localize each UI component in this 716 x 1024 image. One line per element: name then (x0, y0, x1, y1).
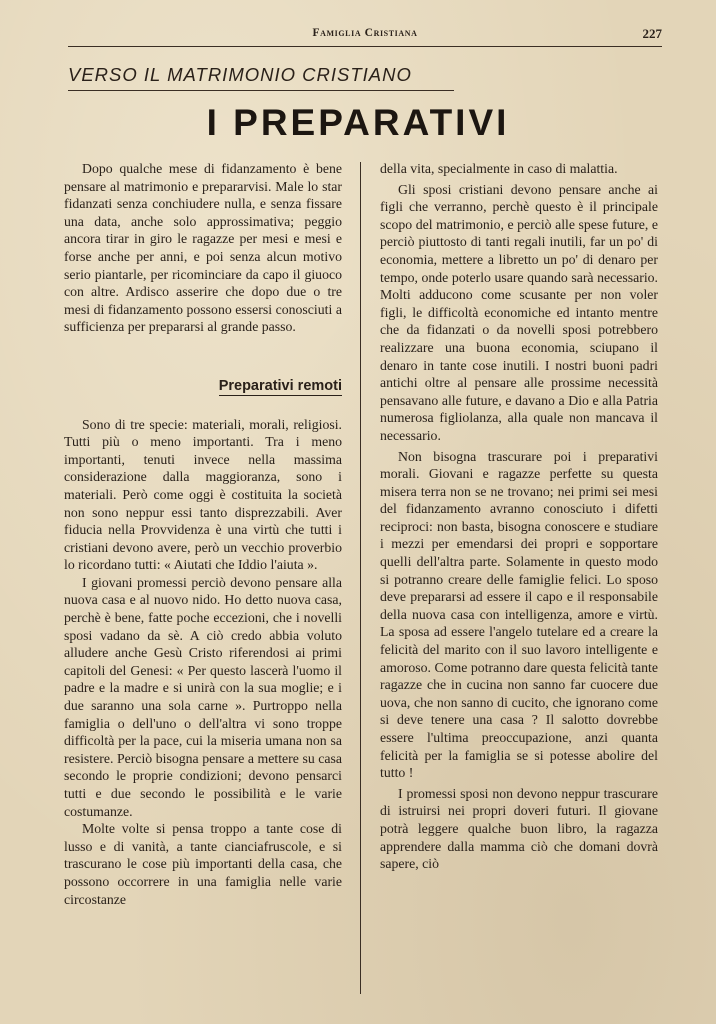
paragraph: della vita, specialmente in caso di malattia. (380, 161, 618, 176)
kicker-underline (68, 90, 454, 91)
page-number: 227 (642, 26, 662, 41)
paragraph: I giovani promessi perciò devono pensare alla nuova casa e al nuovo nido. Ho detto nuova casa, perchè è bene, fatte poche eccezioni, che i novelli sposi vadano da sè. A ciò credo abbia voluto alludere anche Gesù Cristo riferendosi ai primi capitoli del Genesi: « Per questo lascerà l'uomo il padre e la madre e si unirà con la sua moglie; e i due saranno una sola carne ». Purtroppo nella famiglia o dell'uno o dell'altra vi sono troppe difficoltà per la pace, cui la miseria umana non sa resistere. Perciò bisogna pensare a mettere su casa secondo le proprie condizioni; devono pensarci tutti e due secondo le possibilità e le varie costumanze. (64, 574, 342, 819)
paragraph: Gli sposi cristiani devono pensare anche ai figli che verranno, perchè questo è il principale scopo del matrimonio, e perciò alle spese future, e perciò piuttosto di tanti regali inutili, far un po' di economia, mettere a libretto un po' di denaro per tempo, onde poterlo usare quando sarà necessario. Molti adducono come scusante per non voler figli, le difficoltà economiche ed intanto mentre che da fidanzati o da novelli sposi potrebbero realizzare una buona economia, sciupano il denaro in tante cose inutili. I nostri buoni padri antichi oltre al pensare alle prossime necessità pensavano alle future, e davano a Dio e alla Patria numerosa figliolanza, alla quale non mancava il necessario. (380, 181, 658, 443)
subheading (64, 378, 342, 396)
section-kicker: VERSO IL MATRIMONIO CRISTIANO (68, 64, 412, 85)
paragraph: I promessi sposi non devono neppur trascurare di istruirsi nei propri doveri futuri. Il giovane potrà leggere qualche buon libro, la ragazza apprendere dalla mamma ciò che domani dovrà sapere, ciò (380, 785, 658, 872)
subheading-text: Preparativi remoti (218, 377, 342, 394)
article-title: I PREPARATIVI (206, 102, 510, 143)
running-head (68, 27, 662, 47)
paragraph: Sono di tre specie: materiali, morali, religiosi. Tutti più o meno importanti. Tra i meno importanti, tenuti invece nella massima considerazione dalla maggioranza, sono i materiali. Però come oggi è costituita la società non sono neppur essi tanto disprezzabili. Aver fiducia nella Provvidenza è una virtù che tutti i cristiani devono avere, però un vecchio proverbio lo ricordano tutti: « Aiutati che Iddio l'aiuta ». (64, 416, 342, 573)
header-rule (68, 46, 662, 47)
right-column (380, 160, 658, 990)
paragraph: Molte volte si pensa troppo a tante cose di lusso e di vanità, a tante cianciafruscole, e si trascurano le cose più importanti della casa, che possono occorrere in una famiglia nelle varie circostanze (64, 821, 342, 907)
paragraph: Dopo qualche mese di fidanzamento è bene pensare al matrimonio e prepararvisi. Male lo star fidanzati senza conchiudere nulla, e senza fissare una data, anche solo approssimativa; peggio ancora tirar in giro le ragazze per mesi e mesi e forse anche per anni, e poi senza alcun motivo serio piantarle, per ricominciare da capo il giuoco con altre. Ardisco asserire che dopo due o tre mesi di fidanzamento possono essersi conosciuti a sufficienza per prepararsi al grande passo. (64, 161, 342, 335)
magazine-name: Famiglia Cristiana (312, 27, 418, 39)
column-divider (360, 162, 361, 994)
paragraph: Non bisogna trascurare poi i preparativi morali. Giovani e ragazze perfette su questa misera terra non se ne trovano; nei primi sei mesi del fidanzamento avranno conosciuto i difetti reciproci: non basta, bisogna conoscere e studiare i mezzi per emendarsi dei propri e sopportare quelli dell'altra parte. Solamente in questo modo si potranno creare delle famiglie felici. Lo sposo deve prepararsi ad essere il capo e il responsabile della nuova casa con intelligenza, amore e virtù. La sposa ad essere l'angelo tutelare ed a creare la felicità del marito con il suo lavoro intelligente e amoroso. Come potranno dare questa felicità tante ragazze che in cucina non sanno far cuocere due uova, che non sanno di cucito, che ignorano come si deve tenere una casa ? Il salotto dovrebbe essere l'ultima preoccupazione, anzi quanta felicità per la famiglia se si potesse abolire del tutto ! (380, 448, 658, 781)
left-column (64, 160, 342, 990)
